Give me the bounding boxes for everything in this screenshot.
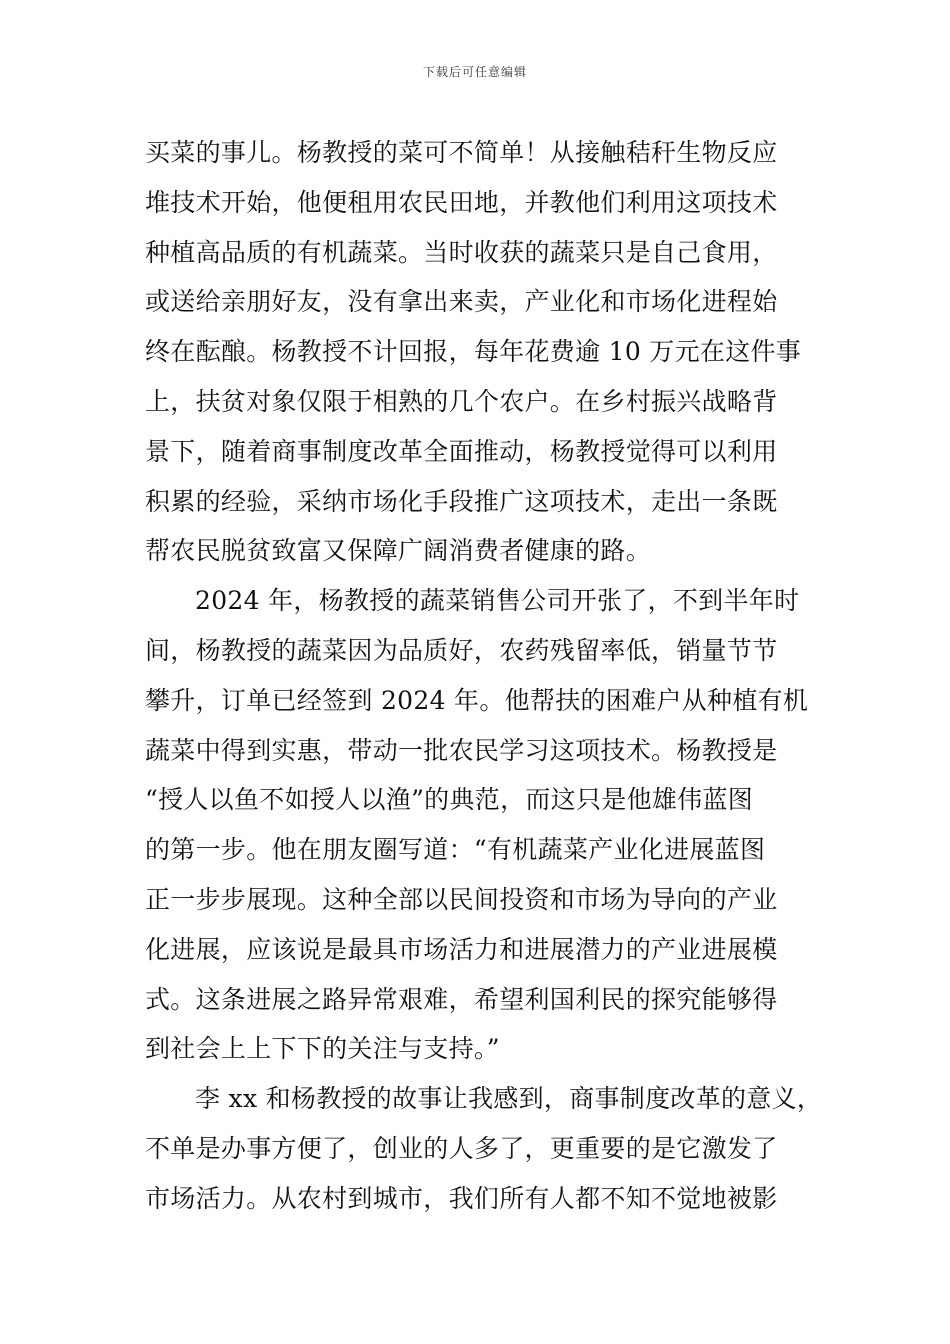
text-line: 积累的经验，采纳市场化手段推广这项技术，走出一条既	[145, 486, 778, 516]
text-line: 终在酝酿。杨教授不计回报，每年花费逾 10 万元在这件事	[145, 337, 802, 367]
text-line: 买菜的事儿。杨教授的菜可不简单！从接触秸秆生物反应	[145, 138, 778, 167]
text-line: 式。这条进展之路异常艰难，希望利国利民的探究能够得	[145, 984, 778, 1014]
text-line: 种植高品质的有机蔬菜。当时收获的蔬菜只是自己食用，	[145, 237, 778, 267]
text-line: “授人以鱼不如授人以渔”的典范，而这只是他雄伟蓝图	[145, 785, 754, 815]
paragraph-3	[145, 1074, 825, 1223]
page-header: 下载后可任意编辑	[422, 65, 527, 79]
body-text	[145, 128, 825, 1224]
text-line: 堆技术开始，他便租用农民田地，并教他们利用这项技术	[145, 187, 778, 217]
text-line: 攀升，订单已经签到 2024 年。他帮扶的困难户从种植有机	[145, 685, 809, 715]
text-line: 不单是办事方便了，创业的人多了，更重要的是它激发了	[145, 1133, 778, 1163]
text-line: 化进展，应该说是最具市场活力和进展潜力的产业进展模	[145, 934, 778, 964]
text-line: 帮农民脱贫致富又保障广阔消费者健康的路。	[145, 536, 652, 566]
text-line: 上，扶贫对象仅限于相熟的几个农户。在乡村振兴战略背	[145, 386, 778, 416]
text-line: 蔬菜中得到实惠，带动一批农民学习这项技术。杨教授是	[145, 735, 778, 765]
text-line: 到社会上上下下的关注与支持。”	[145, 1034, 500, 1064]
text-line-first: 李 xx 和杨教授的故事让我感到，商事制度改革的意义，	[195, 1084, 823, 1114]
paragraph-2	[145, 576, 825, 1074]
text-line-first: 2024 年，杨教授的蔬菜销售公司开张了，不到半年时	[195, 586, 800, 616]
paragraph-1	[145, 128, 825, 576]
text-line: 或送给亲朋好友，没有拿出来卖，产业化和市场化进程始	[145, 287, 778, 317]
text-line: 的第一步。他在朋友圈写道：“有机蔬菜产业化进展蓝图	[145, 835, 766, 865]
text-line: 市场活力。从农村到城市，我们所有人都不知不觉地被影	[145, 1183, 778, 1213]
text-line: 正一步步展现。这种全部以民间投资和市场为导向的产业	[145, 884, 778, 914]
text-line: 景下，随着商事制度改革全面推动，杨教授觉得可以利用	[145, 436, 778, 466]
text-line: 间，杨教授的蔬菜因为品质好，农药残留率低，销量节节	[145, 635, 778, 665]
